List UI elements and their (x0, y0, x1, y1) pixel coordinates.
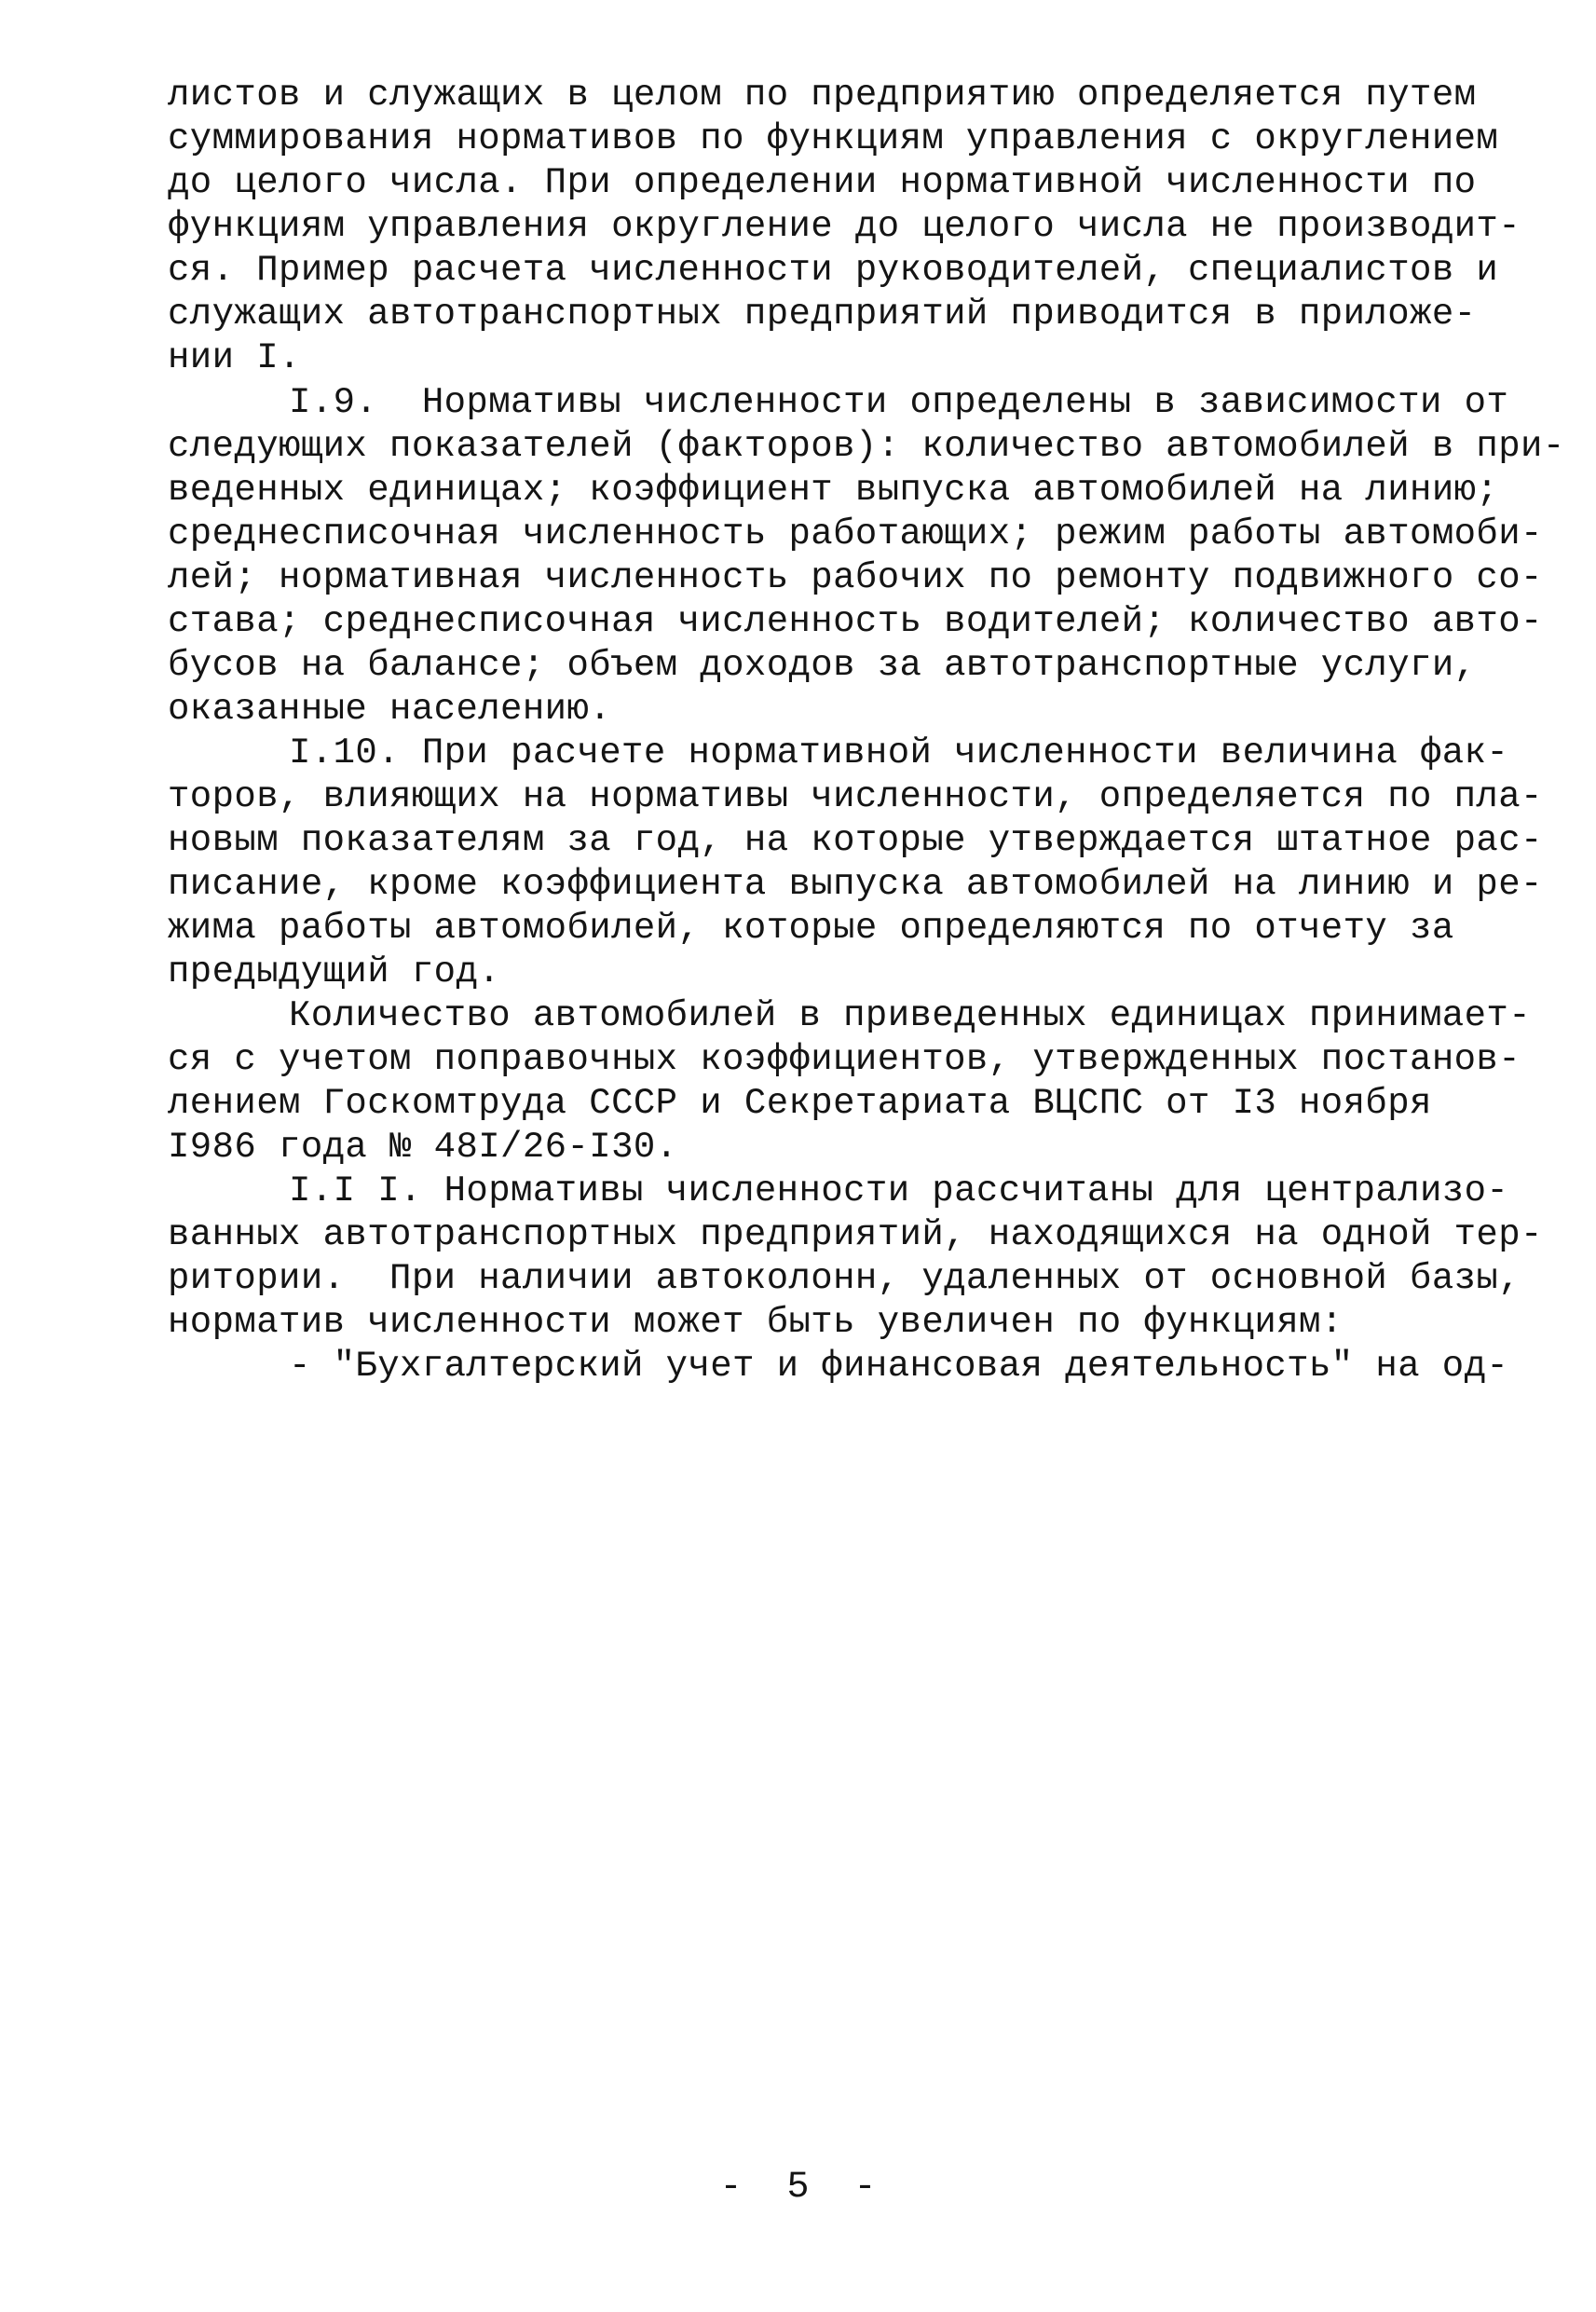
text-line-11: среднесписочная численность работающих; режим работы автомоби- (168, 513, 1543, 554)
text-line-10: веденных единицах; коэффициент выпуска автомобилей на линию; (168, 470, 1499, 511)
text-line-19: писание, кроме коэффициента выпуска автомобилей на линию и ре- (168, 864, 1543, 905)
paragraph-vehicle-count-start: Количество автомобилей в приведенных единицах принимает- (289, 995, 1532, 1036)
text-line-14: бусов на балансе; объем доходов за автотранспортные услуги, (168, 645, 1477, 686)
text-line-5: ся. Пример расчета численности руководителей, специалистов и (168, 250, 1499, 291)
page-number: - 5 - (719, 2167, 877, 2209)
text-line-7: нии I. (168, 337, 301, 378)
text-line-4: функциям управления округление до целого числа не производит- (168, 206, 1521, 247)
text-line-12: лей; нормативная численность рабочих по ремонту подвижного со- (168, 557, 1543, 598)
paragraph-1-11-start: I.I I. Нормативы численности рассчитаны для централизо- (289, 1170, 1509, 1211)
text-line-28: ритории. При наличии автоколонн, удаленных от основной базы, (168, 1258, 1521, 1299)
text-line-15: оказанные населению. (168, 689, 612, 730)
text-line-20: жима работы автомобилей, которые определяются по отчету за (168, 908, 1454, 949)
text-line-27: ванных автотранспортных предприятий, находящихся на одной тер- (168, 1214, 1543, 1255)
text-line-6: служащих автотранспортных предприятий приводится в приложе- (168, 294, 1477, 335)
text-line-25: I986 года № 48I/26-I30. (168, 1127, 678, 1168)
text-line-1: листов и служащих в целом по предприятию определяется путем (168, 75, 1477, 116)
paragraph-1-9-start: I.9. Нормативы численности определены в зависимости от (289, 382, 1509, 423)
text-line-23: ся с учетом поправочных коэффициентов, утвержденных постанов- (168, 1039, 1521, 1080)
text-line-2: суммирования нормативов по функциям управления с округлением (168, 118, 1499, 159)
text-line-3: до целого числа. При определении нормативной численности по (168, 162, 1477, 203)
paragraph-1-10-start: I.10. При расчете нормативной численности величина фак- (289, 732, 1509, 773)
list-item-accounting: - "Бухгалтерский учет и финансовая деятельность" на од- (289, 1346, 1509, 1387)
text-line-29: норматив численности может быть увеличен по функциям: (168, 1302, 1344, 1343)
text-line-24: лением Госкомтруда СССР и Секретариата ВЦСПС от I3 ноября (168, 1083, 1432, 1124)
text-line-9: следующих показателей (факторов): количество автомобилей в при- (168, 426, 1565, 467)
text-line-13: става; среднесписочная численность водителей; количество авто- (168, 601, 1543, 642)
text-line-18: новым показателям за год, на которые утверждается штатное рас- (168, 820, 1543, 861)
text-line-21: предыдущий год. (168, 951, 501, 992)
text-line-17: торов, влияющих на нормативы численности, определяется по пла- (168, 776, 1543, 817)
